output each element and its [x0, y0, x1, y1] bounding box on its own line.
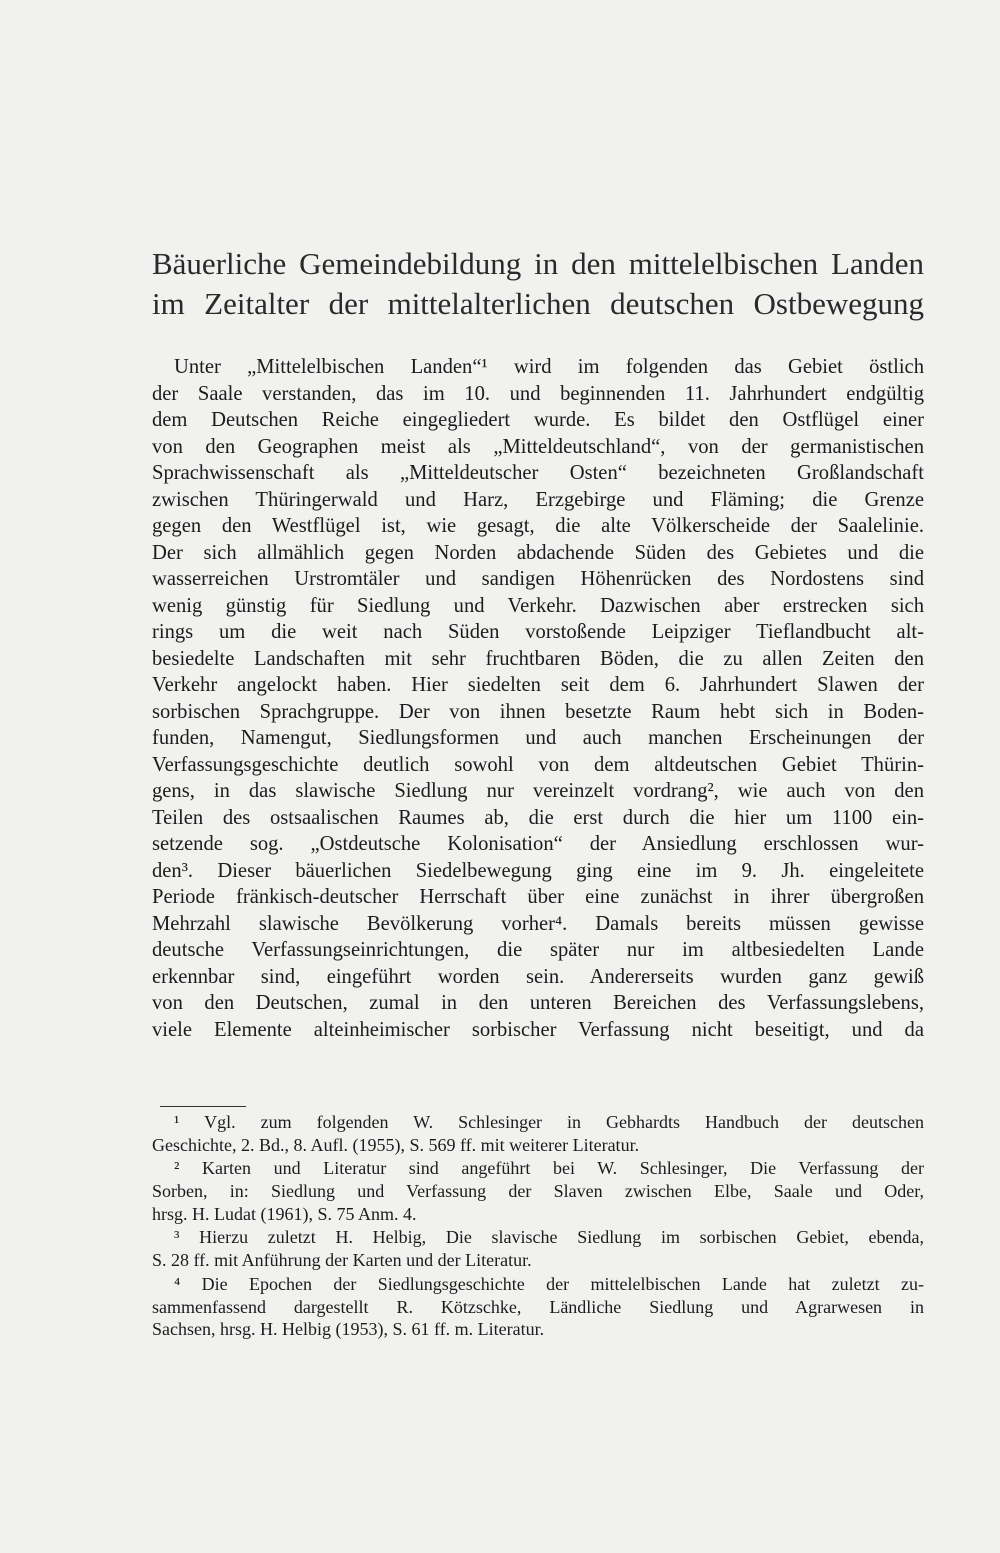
footnote-1 [152, 1111, 924, 1156]
footnotes [152, 1111, 924, 1342]
footnote-line: Sorben, in: Siedlung und Verfassung der Slaven zwischen Elbe, Saale und Oder, [152, 1181, 924, 1202]
body-line: gegen den Westflügel ist, wie gesagt, die alte Völkerscheide der Saalelinie. [152, 515, 924, 537]
body-line: Mehrzahl slawische Bevölkerung vorher⁴. Damals bereits müssen gewisse [152, 912, 924, 935]
title-line: im Zeitalter der mittelalterlichen deutschen Ostbewegung [152, 286, 924, 321]
body-line: rings um die weit nach Süden vorstoßende Leipziger Tieflandbucht alt- [152, 621, 924, 643]
body-line: von den Geographen meist als „Mitteldeutschland“, von der germanistischen [152, 435, 924, 458]
body-line: gens, in das slawische Siedlung nur vereinzelt vordrang², wie auch von den [152, 780, 924, 802]
footnote-line: hrsg. H. Ludat (1961), S. 75 Anm. 4. [152, 1203, 417, 1224]
body-line: erkennbar sind, eingeführt worden sein. Andererseits wurden ganz gewiß [152, 965, 924, 988]
article-title [152, 244, 924, 324]
footnote-4 [152, 1273, 924, 1341]
footnote-3 [152, 1226, 924, 1271]
footnote-line: ⁴ Die Epochen der Siedlungsgeschichte der mittelelbischen Lande hat zuletzt zu- [174, 1273, 924, 1294]
body-line: Der sich allmählich gegen Norden abdachende Süden des Gebietes und die [152, 541, 924, 564]
footnote-line: ¹ Vgl. zum folgenden W. Schlesinger in Gebhardts Handbuch der deutschen [174, 1112, 924, 1132]
body-line: deutsche Verfassungseinrichtungen, die später nur im altbesiedelten Lande [152, 939, 924, 961]
footnote-line: sammenfassend dargestellt R. Kötzschke, Ländliche Siedlung und Agrarwesen in [152, 1296, 924, 1317]
footnote-line: ² Karten und Literatur sind angeführt bei W. Schlesinger, Die Verfassung der [174, 1158, 924, 1179]
body-line: Verkehr angelockt haben. Hier siedelten seit dem 6. Jahrhundert Slawen der [152, 674, 924, 696]
footnote-line: Sachsen, hrsg. H. Helbig (1953), S. 61 ff. m. Literatur. [152, 1319, 545, 1340]
body-line: viele Elemente alteinheimischer sorbischer Verfassung nicht beseitigt, und da [152, 1018, 924, 1041]
body-line: Periode fränkisch-deutscher Herrschaft über eine zunächst in ihrer übergroßen [152, 886, 924, 908]
body-line: Sprachwissenschaft als „Mitteldeutscher Osten“ bezeichneten Großlandschaft [152, 462, 924, 484]
body-line: wasserreichen Urstromtäler und sandigen Höhenrücken des Nordostens sind [152, 568, 924, 590]
body-line: zwischen Thüringerwald und Harz, Erzgebirge und Fläming; die Grenze [152, 488, 924, 511]
body-line: Verfassungsgeschichte deutlich sowohl von dem altdeutschen Gebiet Thürin- [152, 753, 924, 776]
body-line: von den Deutschen, zumal in den unteren Bereichen des Verfassungslebens, [152, 992, 924, 1014]
body-line: dem Deutschen Reiche eingegliedert wurde. Es bildet den Ostflügel einer [152, 409, 924, 431]
footnote-separator [160, 1106, 246, 1107]
body-line: funden, Namengut, Siedlungsformen und auch manchen Erscheinungen der [152, 727, 924, 749]
body-line: besiedelte Landschaften mit sehr fruchtbaren Böden, die zu allen Zeiten den [152, 647, 924, 670]
body-line: sorbischen Sprachgruppe. Der von ihnen besetzte Raum hebt sich in Boden- [152, 700, 924, 723]
body-line: Teilen des ostsaalischen Raumes ab, die erst durch die hier um 1100 ein- [152, 806, 924, 829]
body-line: der Saale verstanden, das im 10. und beginnenden 11. Jahrhundert endgültig [152, 382, 924, 405]
body-line: setzende sog. „Ostdeutsche Kolonisation“ der Ansiedlung erschlossen wur- [152, 833, 924, 855]
footnote-line: S. 28 ff. mit Anführung der Karten und der Literatur. [152, 1250, 532, 1271]
body-line: Unter „Mittelelbischen Landen“¹ wird im folgenden das Gebiet östlich [174, 356, 924, 378]
body-line: wenig günstig für Siedlung und Verkehr. Dazwischen aber erstrecken sich [152, 594, 924, 617]
body-paragraph [152, 354, 924, 1043]
footnote-line: ³ Hierzu zuletzt H. Helbig, Die slavische Siedlung im sorbischen Gebiet, ebenda, [174, 1227, 924, 1248]
footnote-line: Geschichte, 2. Bd., 8. Aufl. (1955), S. 569 ff. mit weiterer Literatur. [152, 1134, 640, 1155]
body-line: den³. Dieser bäuerlichen Siedelbewegung ging eine im 9. Jh. eingeleitete [152, 859, 924, 882]
footnote-2 [152, 1157, 924, 1225]
title-line: Bäuerliche Gemeindebildung in den mittelelbischen Landen [152, 246, 924, 281]
